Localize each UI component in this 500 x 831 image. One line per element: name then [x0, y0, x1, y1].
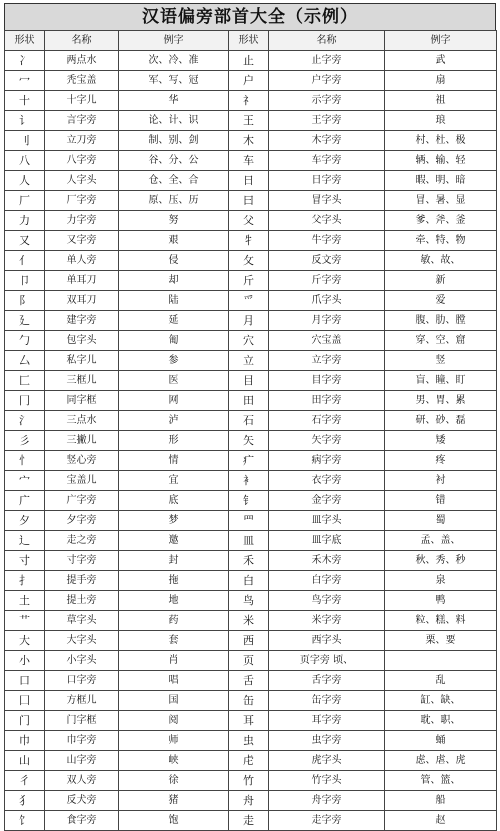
- table-row: [5, 291, 497, 311]
- table-row: [5, 571, 497, 591]
- cell-shape-right: 礻: [229, 91, 269, 111]
- table-row: [5, 771, 497, 791]
- cell-name-right: 石字旁: [269, 411, 385, 431]
- cell-example-right: 矮: [385, 431, 497, 451]
- cell-shape-left: 口: [5, 671, 45, 691]
- cell-name-right: 止字旁: [269, 51, 385, 71]
- cell-name-right: 缶字旁: [269, 691, 385, 711]
- cell-example-left: 封: [119, 551, 229, 571]
- cell-shape-right: 白: [229, 571, 269, 591]
- cell-example-right: 敏、故、: [385, 251, 497, 271]
- cell-example-right: 扇: [385, 71, 497, 91]
- cell-shape-left: 广: [5, 491, 45, 511]
- cell-name-right: 竹字头: [269, 771, 385, 791]
- cell-shape-right: 日: [229, 171, 269, 191]
- cell-example-right: 祖: [385, 91, 497, 111]
- cell-example-right: 管、篮、: [385, 771, 497, 791]
- cell-example-left: 医: [119, 371, 229, 391]
- cell-shape-left: 寸: [5, 551, 45, 571]
- cell-example-left: 药: [119, 611, 229, 631]
- cell-example-right: 泉: [385, 571, 497, 591]
- cell-example-left: 论、计、识: [119, 111, 229, 131]
- cell-shape-right: 虫: [229, 731, 269, 751]
- cell-example-left: 延: [119, 311, 229, 331]
- cell-example-right: 牵、特、物: [385, 231, 497, 251]
- cell-name-right: 牛字旁: [269, 231, 385, 251]
- cell-shape-right: 月: [229, 311, 269, 331]
- table-row: [5, 71, 497, 91]
- cell-name-right: 禾木旁: [269, 551, 385, 571]
- table-row: [5, 351, 497, 371]
- cell-example-left: 国: [119, 691, 229, 711]
- cell-shape-left: 大: [5, 631, 45, 651]
- cell-example-right: 新: [385, 271, 497, 291]
- cell-example-right: 粒、糕、料: [385, 611, 497, 631]
- cell-example-right: 男、胃、累: [385, 391, 497, 411]
- cell-name-right: 父字头: [269, 211, 385, 231]
- cell-shape-left: 廴: [5, 311, 45, 331]
- cell-name-left: 巾字旁: [45, 731, 119, 751]
- cell-name-left: 双人旁: [45, 771, 119, 791]
- cell-example-right: 栗、要: [385, 631, 497, 651]
- cell-shape-right: 虍: [229, 751, 269, 771]
- cell-name-right: 王字旁: [269, 111, 385, 131]
- cell-name-right: 金字旁: [269, 491, 385, 511]
- table-row: [5, 551, 497, 571]
- cell-shape-left: 门: [5, 711, 45, 731]
- cell-shape-left: 阝: [5, 291, 45, 311]
- cell-name-left: 食字旁: [45, 811, 119, 831]
- table-row: [5, 251, 497, 271]
- cell-shape-left: 卩: [5, 271, 45, 291]
- table-body: [5, 51, 497, 831]
- cell-example-right: 村、杜、极: [385, 131, 497, 151]
- cell-shape-right: 矢: [229, 431, 269, 451]
- cell-shape-right: 西: [229, 631, 269, 651]
- cell-shape-left: 彡: [5, 431, 45, 451]
- cell-name-right: 鸟字旁: [269, 591, 385, 611]
- cell-shape-right: 牜: [229, 231, 269, 251]
- cell-example-left: 肖: [119, 651, 229, 671]
- cell-shape-right: 疒: [229, 451, 269, 471]
- cell-name-left: 单耳刀: [45, 271, 119, 291]
- cell-example-left: 峡: [119, 751, 229, 771]
- cell-name-left: 竖心旁: [45, 451, 119, 471]
- cell-example-left: 套: [119, 631, 229, 651]
- cell-shape-left: 十: [5, 91, 45, 111]
- cell-shape-left: 勹: [5, 331, 45, 351]
- cell-shape-right: 王: [229, 111, 269, 131]
- cell-shape-left: 冫: [5, 51, 45, 71]
- cell-example-right: 疼: [385, 451, 497, 471]
- cell-shape-left: 扌: [5, 571, 45, 591]
- cell-shape-left: 艹: [5, 611, 45, 631]
- table-row: [5, 751, 497, 771]
- cell-shape-right: 斤: [229, 271, 269, 291]
- cell-shape-left: 氵: [5, 411, 45, 431]
- cell-name-right: 爪字头: [269, 291, 385, 311]
- cell-example-right: 腹、肋、膛: [385, 311, 497, 331]
- header-shape-left: 形状: [5, 31, 45, 51]
- cell-shape-left: 夕: [5, 511, 45, 531]
- radicals-table: [4, 30, 497, 831]
- cell-name-left: 力字旁: [45, 211, 119, 231]
- cell-name-right: 虎字头: [269, 751, 385, 771]
- cell-name-left: 走之旁: [45, 531, 119, 551]
- cell-shape-right: 页: [229, 651, 269, 671]
- cell-name-right: 穴宝盖: [269, 331, 385, 351]
- cell-example-right: 虑、虐、虎: [385, 751, 497, 771]
- cell-name-left: 立刀旁: [45, 131, 119, 151]
- cell-shape-right: 衤: [229, 471, 269, 491]
- cell-example-left: 原、压、历: [119, 191, 229, 211]
- cell-name-right: 户字旁: [269, 71, 385, 91]
- cell-name-left: 人字头: [45, 171, 119, 191]
- cell-example-left: 徐: [119, 771, 229, 791]
- cell-shape-right: 田: [229, 391, 269, 411]
- cell-name-left: 大字头: [45, 631, 119, 651]
- cell-example-left: 宜: [119, 471, 229, 491]
- cell-example-left: 谷、分、公: [119, 151, 229, 171]
- cell-name-right: 田字旁: [269, 391, 385, 411]
- cell-name-right: 反文旁: [269, 251, 385, 271]
- cell-example-right: 研、砂、磊: [385, 411, 497, 431]
- cell-name-left: 门字框: [45, 711, 119, 731]
- cell-name-left: 两点水: [45, 51, 119, 71]
- cell-example-right: 盲、瞳、盯: [385, 371, 497, 391]
- cell-example-right: 孟、盖、: [385, 531, 497, 551]
- cell-name-left: 三框儿: [45, 371, 119, 391]
- cell-name-left: 小字头: [45, 651, 119, 671]
- cell-example-right: 穿、空、窟: [385, 331, 497, 351]
- cell-shape-left: 讠: [5, 111, 45, 131]
- cell-example-right: 蛹: [385, 731, 497, 751]
- cell-name-right: 西字头: [269, 631, 385, 651]
- cell-shape-left: 巾: [5, 731, 45, 751]
- header-example-left: 例字: [119, 31, 229, 51]
- cell-name-left: 寸字旁: [45, 551, 119, 571]
- cell-name-left: 广字旁: [45, 491, 119, 511]
- cell-shape-left: 又: [5, 231, 45, 251]
- cell-shape-left: 彳: [5, 771, 45, 791]
- cell-name-right: 页字旁 顷、: [269, 651, 385, 671]
- cell-shape-right: 竹: [229, 771, 269, 791]
- cell-shape-right: 走: [229, 811, 269, 831]
- table-row: [5, 671, 497, 691]
- cell-shape-right: 缶: [229, 691, 269, 711]
- cell-name-right: 虫字旁: [269, 731, 385, 751]
- cell-example-left: 侵: [119, 251, 229, 271]
- cell-name-right: 目字旁: [269, 371, 385, 391]
- table-row: [5, 811, 497, 831]
- cell-name-left: 十字儿: [45, 91, 119, 111]
- table-row: [5, 591, 497, 611]
- cell-shape-right: 木: [229, 131, 269, 151]
- cell-example-left: 军、写、冠: [119, 71, 229, 91]
- cell-example-left: 情: [119, 451, 229, 471]
- cell-name-left: 厂字旁: [45, 191, 119, 211]
- cell-example-left: 师: [119, 731, 229, 751]
- cell-shape-right: 皿: [229, 531, 269, 551]
- cell-example-right: 衬: [385, 471, 497, 491]
- cell-name-right: 皿字底: [269, 531, 385, 551]
- cell-name-right: 矢字旁: [269, 431, 385, 451]
- cell-example-right: 辆、输、轻: [385, 151, 497, 171]
- header-row: [5, 31, 497, 51]
- cell-example-left: 唱: [119, 671, 229, 691]
- cell-example-left: 仓、全、合: [119, 171, 229, 191]
- table-row: [5, 111, 497, 131]
- table-row: [5, 151, 497, 171]
- table-row: [5, 391, 497, 411]
- cell-name-right: 舌字旁: [269, 671, 385, 691]
- cell-shape-left: 辶: [5, 531, 45, 551]
- table-row: [5, 411, 497, 431]
- cell-name-right: 立字旁: [269, 351, 385, 371]
- cell-name-left: 八字旁: [45, 151, 119, 171]
- cell-example-left: 邀: [119, 531, 229, 551]
- cell-name-right: 白字旁: [269, 571, 385, 591]
- cell-shape-right: 穴: [229, 331, 269, 351]
- cell-example-left: 底: [119, 491, 229, 511]
- cell-name-right: 斤字旁: [269, 271, 385, 291]
- cell-example-right: 耽、职、: [385, 711, 497, 731]
- table-row: [5, 371, 497, 391]
- cell-name-left: 反犬旁: [45, 791, 119, 811]
- cell-shape-right: 立: [229, 351, 269, 371]
- cell-shape-left: 山: [5, 751, 45, 771]
- table-row: [5, 131, 497, 151]
- table-row: [5, 331, 497, 351]
- cell-example-right: 竖: [385, 351, 497, 371]
- cell-example-left: 参: [119, 351, 229, 371]
- cell-shape-right: 曰: [229, 191, 269, 211]
- cell-name-left: 单人旁: [45, 251, 119, 271]
- cell-name-left: 双耳刀: [45, 291, 119, 311]
- cell-shape-right: 耳: [229, 711, 269, 731]
- cell-name-right: 日字旁: [269, 171, 385, 191]
- cell-shape-right: 罒: [229, 511, 269, 531]
- cell-name-left: 草字头: [45, 611, 119, 631]
- cell-name-left: 三点水: [45, 411, 119, 431]
- cell-example-left: 陆: [119, 291, 229, 311]
- cell-example-right: 错: [385, 491, 497, 511]
- cell-example-left: 猪: [119, 791, 229, 811]
- cell-shape-left: 八: [5, 151, 45, 171]
- cell-shape-right: 舟: [229, 791, 269, 811]
- cell-example-right: [385, 651, 497, 671]
- cell-example-left: 制、别、剑: [119, 131, 229, 151]
- cell-shape-left: 冂: [5, 391, 45, 411]
- table-row: [5, 311, 497, 331]
- cell-example-right: 冒、暑、显: [385, 191, 497, 211]
- table-row: [5, 731, 497, 751]
- cell-shape-left: 冖: [5, 71, 45, 91]
- cell-shape-right: 米: [229, 611, 269, 631]
- cell-example-left: 努: [119, 211, 229, 231]
- cell-example-right: 秋、秀、秒: [385, 551, 497, 571]
- cell-shape-left: 厂: [5, 191, 45, 211]
- table-row: [5, 631, 497, 651]
- cell-shape-left: 亻: [5, 251, 45, 271]
- cell-name-left: 三撇儿: [45, 431, 119, 451]
- cell-example-right: 鸭: [385, 591, 497, 611]
- cell-shape-right: 舌: [229, 671, 269, 691]
- table-row: [5, 211, 497, 231]
- cell-name-left: 秃宝盖: [45, 71, 119, 91]
- cell-name-left: 提土旁: [45, 591, 119, 611]
- cell-name-right: 走字旁: [269, 811, 385, 831]
- cell-example-left: 网: [119, 391, 229, 411]
- cell-name-right: 冒字头: [269, 191, 385, 211]
- cell-name-left: 包字头: [45, 331, 119, 351]
- cell-example-left: 艰: [119, 231, 229, 251]
- cell-example-right: 乱: [385, 671, 497, 691]
- cell-name-right: 木字旁: [269, 131, 385, 151]
- cell-name-right: 病字旁: [269, 451, 385, 471]
- cell-shape-left: 宀: [5, 471, 45, 491]
- cell-shape-left: 忄: [5, 451, 45, 471]
- header-shape-right: 形状: [229, 31, 269, 51]
- cell-example-right: 蜀: [385, 511, 497, 531]
- cell-example-right: 船: [385, 791, 497, 811]
- table-row: [5, 51, 497, 71]
- cell-shape-left: 小: [5, 651, 45, 671]
- cell-example-left: 饱: [119, 811, 229, 831]
- cell-name-left: 提手旁: [45, 571, 119, 591]
- table-title: 汉语偏旁部首大全（示例）: [4, 3, 496, 30]
- cell-example-right: 赵: [385, 811, 497, 831]
- cell-shape-left: 人: [5, 171, 45, 191]
- cell-name-left: 宝盖儿: [45, 471, 119, 491]
- cell-shape-right: 禾: [229, 551, 269, 571]
- cell-name-left: 同字框: [45, 391, 119, 411]
- cell-name-right: 米字旁: [269, 611, 385, 631]
- cell-example-right: 暇、明、暗: [385, 171, 497, 191]
- table-row: [5, 451, 497, 471]
- table-row: [5, 711, 497, 731]
- cell-name-right: 月字旁: [269, 311, 385, 331]
- cell-example-left: 形: [119, 431, 229, 451]
- cell-name-left: 方框儿: [45, 691, 119, 711]
- cell-shape-right: 攵: [229, 251, 269, 271]
- cell-example-left: 匍: [119, 331, 229, 351]
- cell-example-left: 次、冷、准: [119, 51, 229, 71]
- cell-name-left: 口字旁: [45, 671, 119, 691]
- cell-shape-left: 犭: [5, 791, 45, 811]
- cell-name-left: 夕字旁: [45, 511, 119, 531]
- cell-name-right: 舟字旁: [269, 791, 385, 811]
- table-row: [5, 531, 497, 551]
- cell-shape-left: 囗: [5, 691, 45, 711]
- table-row: [5, 431, 497, 451]
- cell-shape-right: 户: [229, 71, 269, 91]
- cell-shape-left: 匚: [5, 371, 45, 391]
- cell-shape-left: 力: [5, 211, 45, 231]
- table-row: [5, 171, 497, 191]
- table-row: [5, 651, 497, 671]
- cell-example-right: 缸、缺、: [385, 691, 497, 711]
- cell-shape-right: 车: [229, 151, 269, 171]
- cell-example-right: 爹、斧、釜: [385, 211, 497, 231]
- table-row: [5, 491, 497, 511]
- cell-shape-left: 厶: [5, 351, 45, 371]
- cell-shape-left: 刂: [5, 131, 45, 151]
- cell-name-right: 耳字旁: [269, 711, 385, 731]
- cell-shape-left: 土: [5, 591, 45, 611]
- header-name-right: 名称: [269, 31, 385, 51]
- cell-name-right: 车字旁: [269, 151, 385, 171]
- table-row: [5, 611, 497, 631]
- cell-shape-right: 目: [229, 371, 269, 391]
- cell-example-left: 华: [119, 91, 229, 111]
- header-example-right: 例字: [385, 31, 497, 51]
- cell-shape-right: 父: [229, 211, 269, 231]
- cell-name-left: 山字旁: [45, 751, 119, 771]
- cell-example-left: 拖: [119, 571, 229, 591]
- cell-name-right: 皿字头: [269, 511, 385, 531]
- table-row: [5, 191, 497, 211]
- cell-example-left: 泸: [119, 411, 229, 431]
- table-row: [5, 691, 497, 711]
- cell-shape-left: 饣: [5, 811, 45, 831]
- cell-example-left: 却: [119, 271, 229, 291]
- table-row: [5, 91, 497, 111]
- cell-name-left: 言字旁: [45, 111, 119, 131]
- cell-name-left: 私字儿: [45, 351, 119, 371]
- cell-shape-right: 鸟: [229, 591, 269, 611]
- cell-example-left: 地: [119, 591, 229, 611]
- cell-example-right: 武: [385, 51, 497, 71]
- cell-shape-right: 止: [229, 51, 269, 71]
- cell-shape-right: 钅: [229, 491, 269, 511]
- cell-name-right: 示字旁: [269, 91, 385, 111]
- table-row: [5, 231, 497, 251]
- table-row: [5, 511, 497, 531]
- cell-example-right: 爱: [385, 291, 497, 311]
- table-row: [5, 791, 497, 811]
- table-row: [5, 471, 497, 491]
- cell-shape-right: 石: [229, 411, 269, 431]
- cell-example-left: 阅: [119, 711, 229, 731]
- cell-name-left: 又字旁: [45, 231, 119, 251]
- cell-shape-right: 爫: [229, 291, 269, 311]
- table-row: [5, 271, 497, 291]
- cell-name-right: 衣字旁: [269, 471, 385, 491]
- cell-example-right: 琅: [385, 111, 497, 131]
- cell-name-left: 建字旁: [45, 311, 119, 331]
- cell-example-left: 梦: [119, 511, 229, 531]
- header-name-left: 名称: [45, 31, 119, 51]
